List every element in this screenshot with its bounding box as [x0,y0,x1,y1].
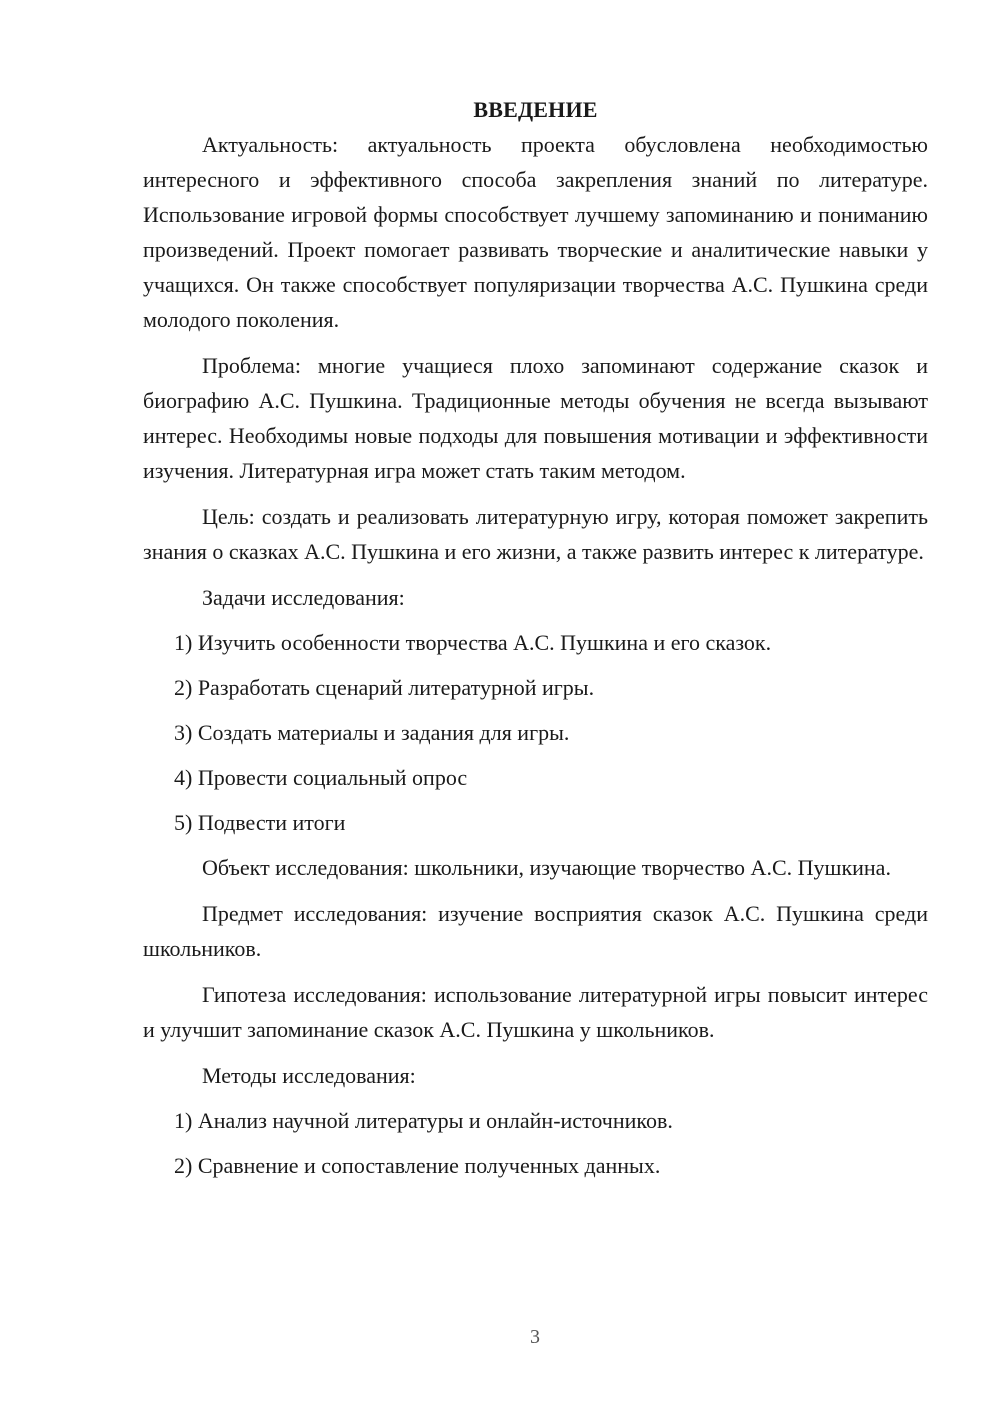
relevance-paragraph: Актуальность: актуальность проекта обусловлена необходимостью интересного и эффективного способа закрепления знаний по литературе. Использование игровой формы способствует лучшему запоминанию и пониманию произведений. Проект помогает развивать творческие и аналитические навыки у учащихся. Он также способствует популяризации творчества А.С. Пушкина среди молодого поколения. [143,132,928,332]
methods-heading: Методы исследования: [202,1063,416,1088]
object-paragraph: Объект исследования: школьники, изучающие творчество А.С. Пушкина. [202,855,891,880]
task-item: 1) Изучить особенности творчества А.С. Пушкина и его сказок. [174,630,772,655]
tasks-list [143,625,928,840]
page-number: 3 [530,1326,540,1348]
task-item: 4) Провести социальный опрос [174,765,468,790]
goal-paragraph: Цель: создать и реализовать литературную игру, которая поможет закрепить знания о сказках А.С. Пушкина и его жизни, а также развить интерес к литературе. [143,504,928,564]
task-item: 3) Создать материалы и задания для игры. [174,720,570,745]
task-item: 2) Разработать сценарий литературной игры. [174,675,595,700]
subject-paragraph: Предмет исследования: изучение восприятия сказок А.С. Пушкина среди школьников. [143,901,928,961]
page-title: ВВЕДЕНИЕ [473,97,598,122]
methods-list [143,1103,928,1183]
hypothesis-paragraph: Гипотеза исследования: использование литературной игры повысит интерес и улучшит запоминание сказок А.С. Пушкина у школьников. [143,982,928,1042]
problem-paragraph: Проблема: многие учащиеся плохо запоминают содержание сказок и биографию А.С. Пушкина. Традиционные методы обучения не всегда вызывают интерес. Необходимы новые подходы для повышения мотивации и эффективности изучения. Литературная игра может стать таким методом. [143,353,928,483]
document-page [143,93,928,1193]
method-item: 1) Анализ научной литературы и онлайн-источников. [174,1108,673,1133]
method-item: 2) Сравнение и сопоставление полученных данных. [174,1153,661,1178]
tasks-heading: Задачи исследования: [202,585,405,610]
task-item: 5) Подвести итоги [174,810,346,835]
